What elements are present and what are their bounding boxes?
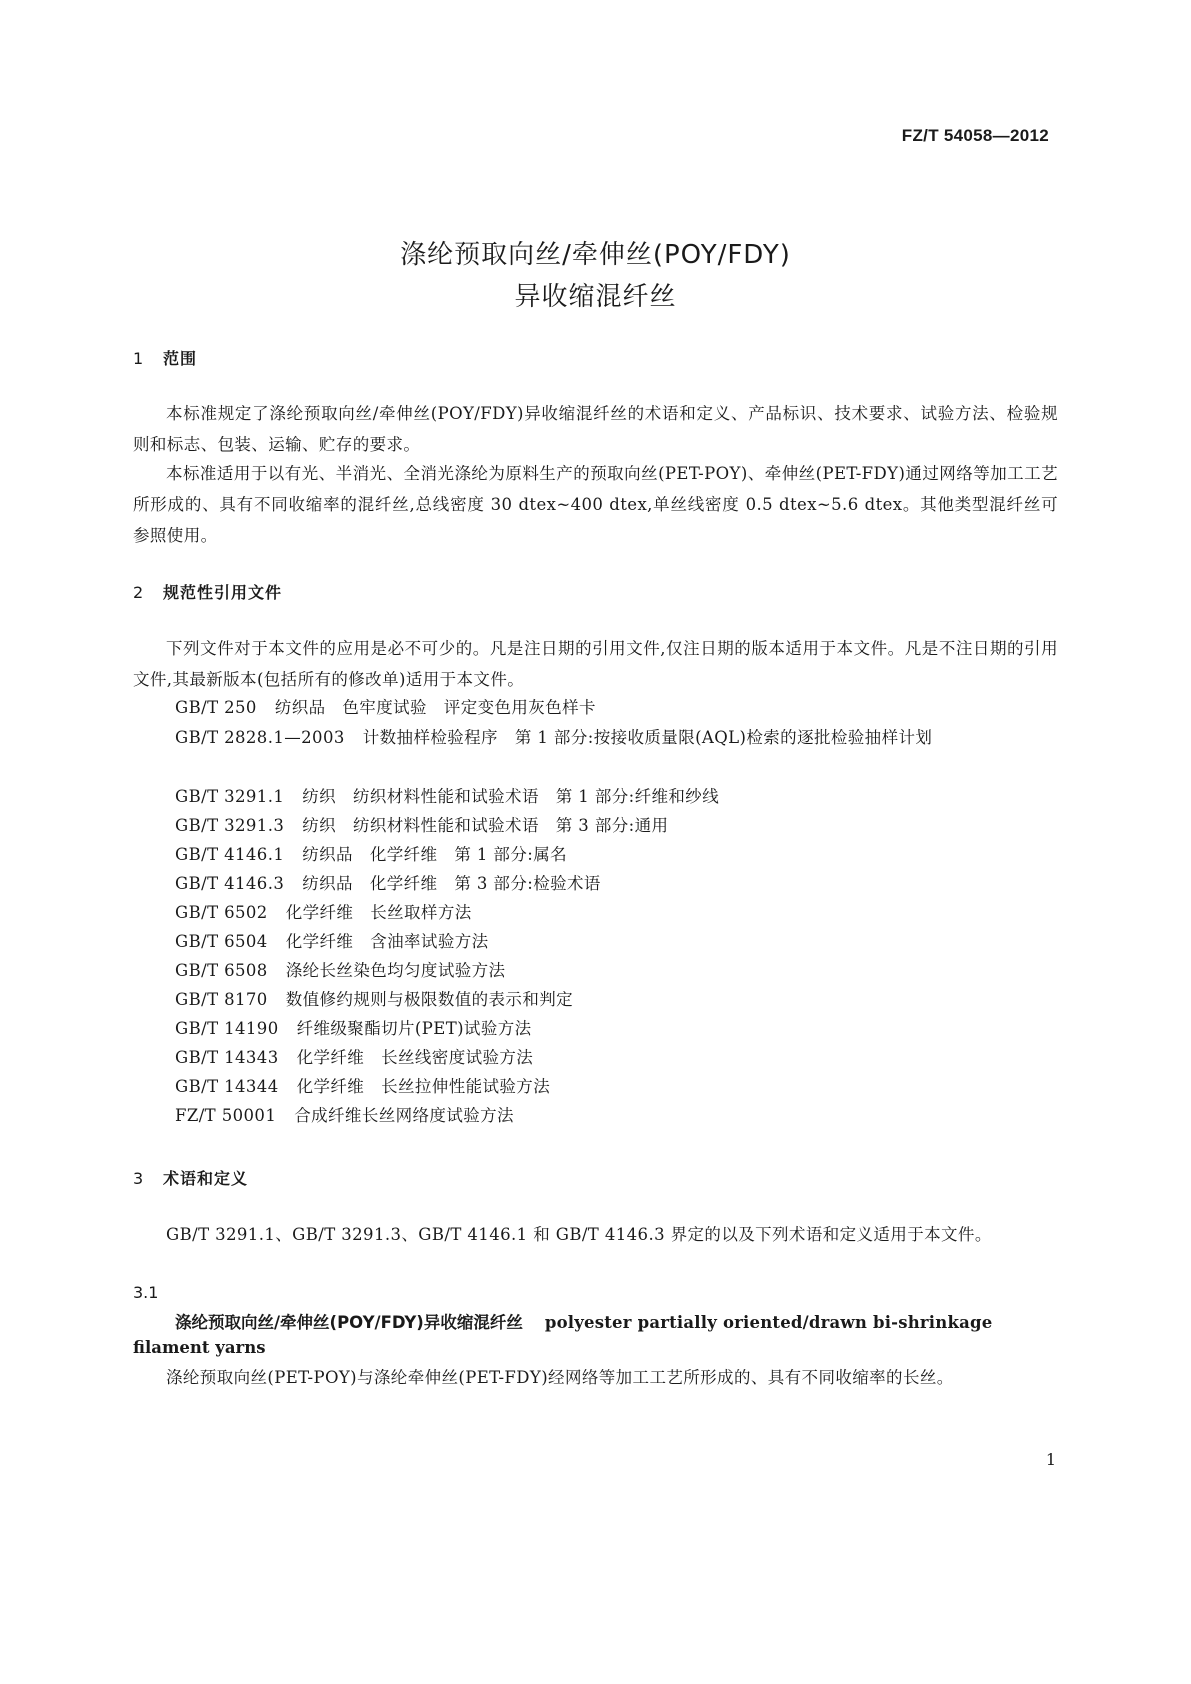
- term-english-name-continued: filament yarns: [133, 1338, 266, 1357]
- term-name-line: [175, 1307, 1058, 1338]
- section-3-heading: [133, 1166, 248, 1189]
- reference-item: [175, 839, 1058, 870]
- reference-item: [175, 810, 1058, 841]
- document-title-line1: 涤纶预取向丝/牵伸丝(POY/FDY): [400, 240, 791, 270]
- reference-item: [175, 984, 1058, 1015]
- reference-code: GB/T 2828.1—2003: [175, 728, 345, 747]
- reference-title: 纺织 纺织材料性能和试验术语 第 1 部分:纤维和纱线: [302, 787, 720, 806]
- reference-code: GB/T 8170: [175, 990, 268, 1009]
- reference-item: [133, 722, 1058, 753]
- reference-code: GB/T 4146.3: [175, 874, 285, 893]
- reference-code: GB/T 250: [175, 698, 257, 717]
- reference-code: GB/T 14343: [175, 1048, 279, 1067]
- term-number: 3.1: [133, 1283, 159, 1302]
- section-number: 3: [133, 1169, 145, 1188]
- reference-item: [175, 1013, 1058, 1044]
- reference-title: 化学纤维 长丝拉伸性能试验方法: [296, 1077, 551, 1096]
- section-number: 1: [133, 349, 145, 368]
- reference-code: GB/T 6504: [175, 932, 268, 951]
- standard-code: FZ/T 54058—2012: [901, 126, 1049, 145]
- section-number: 2: [133, 583, 145, 602]
- reference-item: [175, 781, 1058, 812]
- reference-item: [175, 955, 1058, 986]
- section-1-heading: [133, 346, 197, 369]
- section-title: 范围: [163, 349, 198, 368]
- reference-title: 纺织品 色牢度试验 评定变色用灰色样卡: [274, 698, 596, 717]
- reference-item: [175, 897, 1058, 928]
- reference-code: GB/T 4146.1: [175, 845, 285, 864]
- reference-title: 化学纤维 长丝线密度试验方法: [296, 1048, 534, 1067]
- reference-title: 纤维级聚酯切片(PET)试验方法: [296, 1019, 532, 1038]
- terms-intro: GB/T 3291.1、GB/T 3291.3、GB/T 4146.1 和 GB/T 4146.3 界定的以及下列术语和定义适用于本文件。: [166, 1225, 992, 1244]
- page-number: 1: [1045, 1450, 1056, 1469]
- reference-item: [175, 1071, 1058, 1102]
- reference-title: 化学纤维 长丝取样方法: [285, 903, 472, 922]
- reference-code: GB/T 6508: [175, 961, 268, 980]
- reference-code: GB/T 3291.1: [175, 787, 285, 806]
- term-chinese-name: 涤纶预取向丝/牵伸丝(POY/FDY)异收缩混纤丝: [175, 1313, 523, 1332]
- term-english-name: polyester partially oriented/drawn bi-shrinkage: [544, 1313, 993, 1332]
- reference-code: GB/T 14190: [175, 1019, 279, 1038]
- reference-code: FZ/T 50001: [175, 1106, 277, 1125]
- section-title: 术语和定义: [163, 1169, 249, 1188]
- reference-title: 化学纤维 含油率试验方法: [285, 932, 489, 951]
- reference-item: [175, 926, 1058, 957]
- reference-title: 纺织 纺织材料性能和试验术语 第 3 部分:通用: [302, 816, 669, 835]
- section-2-heading: [133, 580, 282, 603]
- scope-paragraph-2: 本标准适用于以有光、半消光、全消光涤纶为原料生产的预取向丝(PET-POY)、牵伸丝(PET-FDY)通过网络等加工工艺所形成的、具有不同收缩率的混纤丝,总线密度 30 dtex~400 dtex,单丝线密度 0.5 dtex~5.6 dtex。其他类型混纤丝可参照使用。: [133, 464, 1058, 545]
- reference-title: 纺织品 化学纤维 第 1 部分:属名: [302, 845, 567, 864]
- reference-title: 涤纶长丝染色均匀度试验方法: [285, 961, 506, 980]
- reference-item: [175, 692, 1058, 723]
- reference-item: [175, 1100, 1058, 1131]
- scope-paragraph-1: 本标准规定了涤纶预取向丝/牵伸丝(POY/FDY)异收缩混纤丝的术语和定义、产品标识、技术要求、试验方法、检验规则和标志、包装、运输、贮存的要求。: [133, 404, 1058, 454]
- term-definition: 涤纶预取向丝(PET-POY)与涤纶牵伸丝(PET-FDY)经网络等加工工艺所形成的、具有不同收缩率的长丝。: [166, 1368, 954, 1387]
- reference-title: 纺织品 化学纤维 第 3 部分:检验术语: [302, 874, 601, 893]
- reference-code: GB/T 3291.3: [175, 816, 285, 835]
- reference-code: GB/T 6502: [175, 903, 268, 922]
- reference-title: 合成纤维长丝网络度试验方法: [294, 1106, 514, 1125]
- reference-item: [175, 1042, 1058, 1073]
- section-title: 规范性引用文件: [163, 583, 283, 602]
- reference-title: 计数抽样检验程序 第 1 部分:按接收质量限(AQL)检索的逐批检验抽样计划: [362, 728, 933, 747]
- references-intro: 下列文件对于本文件的应用是必不可少的。凡是注日期的引用文件,仅注日期的版本适用于本文件。凡是不注日期的引用文件,其最新版本(包括所有的修改单)适用于本文件。: [133, 639, 1058, 689]
- reference-code: GB/T 14344: [175, 1077, 279, 1096]
- document-title-line2: 异收缩混纤丝: [514, 282, 677, 312]
- reference-item: [175, 868, 1058, 899]
- reference-title: 数值修约规则与极限数值的表示和判定: [285, 990, 574, 1009]
